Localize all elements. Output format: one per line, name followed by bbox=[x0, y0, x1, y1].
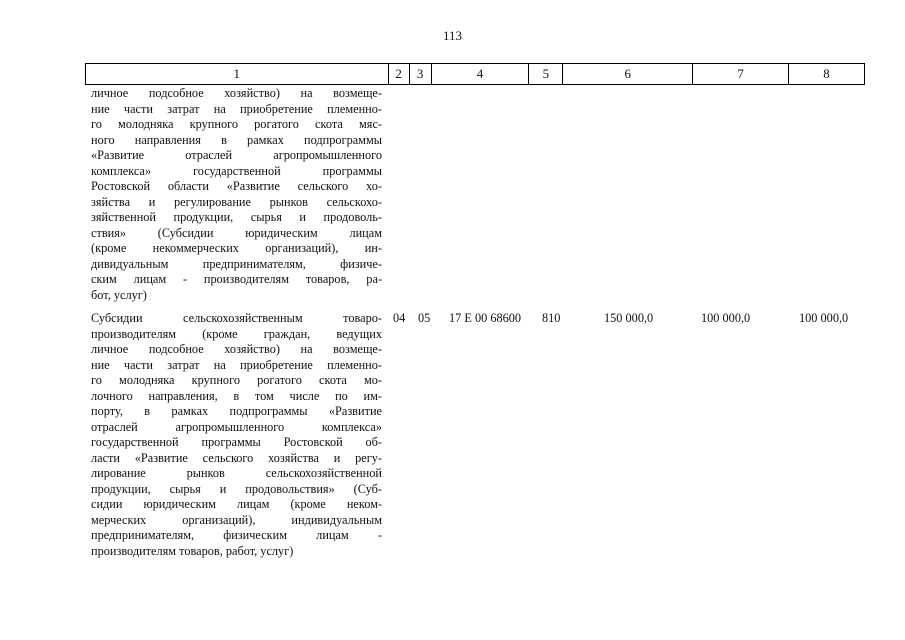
text-line: мерческих организаций), индивидуальным bbox=[91, 512, 382, 527]
text-line: лирование рынков сельскохозяйственной bbox=[91, 466, 382, 480]
cell-expense-type: 810 bbox=[542, 311, 561, 325]
header-col-2: 2 bbox=[389, 64, 410, 84]
text-line: государственной программы Ростовской об- bbox=[91, 435, 382, 449]
text-line: Субсидии сельскохозяйственным товаро- bbox=[91, 311, 382, 325]
cell-subsection-code: 05 bbox=[418, 311, 431, 325]
text-line: го молодняка крупного рогатого скота мо- bbox=[91, 373, 382, 387]
text-line: го молодняка крупного рогатого скота мяс- bbox=[91, 117, 382, 131]
text-line: ствия» (Субсидии юридическим лицам bbox=[91, 225, 382, 240]
text-line: производителям (кроме граждан, ведущих bbox=[91, 326, 382, 341]
table-header-row bbox=[85, 63, 865, 85]
text-line: зяйства и регулирование рынков сельскохо- bbox=[91, 194, 382, 209]
text-line: ласти «Развитие сельского хозяйства и регу- bbox=[91, 450, 382, 465]
cell-amount-col7: 100 000,0 bbox=[701, 311, 751, 325]
cell-target-article: 17 Е 00 68600 bbox=[449, 311, 522, 325]
text-line: предпринимателям, физическим лицам - bbox=[91, 528, 382, 542]
header-col-5: 5 bbox=[529, 64, 563, 84]
cell-section-code: 04 bbox=[393, 311, 406, 325]
text-line: ским лицам - производителям товаров, ра- bbox=[91, 272, 382, 286]
text-line: личное подсобное хозяйство) на возмеще- bbox=[91, 86, 382, 100]
header-col-7: 7 bbox=[693, 64, 789, 84]
table-row-main-text bbox=[91, 311, 382, 559]
table-row-continued-text bbox=[91, 86, 382, 303]
text-line: личное подсобное хозяйство) на возмеще- bbox=[91, 342, 382, 356]
text-line: зяйственной продукции, сырья и продоволь- bbox=[91, 210, 382, 224]
text-line: порту, в рамках подпрограммы «Развитие bbox=[91, 404, 382, 418]
header-col-1: 1 bbox=[86, 64, 389, 84]
text-line: производителям товаров, работ, услуг) bbox=[91, 543, 294, 558]
header-col-3: 3 bbox=[410, 64, 432, 84]
cell-amount-col8: 100 000,0 bbox=[799, 311, 849, 325]
text-line: ние части затрат на приобретение племенно- bbox=[91, 101, 382, 116]
text-line: (кроме некоммерческих организаций), ин- bbox=[91, 241, 382, 255]
text-line: сидии юридическим лицам (кроме неком- bbox=[91, 497, 382, 511]
header-col-6: 6 bbox=[563, 64, 693, 84]
cell-amount-col6: 150 000,0 bbox=[604, 311, 654, 325]
text-line: дивидуальным предпринимателям, физиче- bbox=[91, 256, 382, 271]
text-line: ние части затрат на приобретение племенно- bbox=[91, 357, 382, 372]
text-line: продукции, сырья и продовольствия» (Суб- bbox=[91, 481, 382, 496]
text-line: «Развитие отраслей агропромышленного bbox=[91, 148, 382, 162]
text-line: лочного направления, в том числе по им- bbox=[91, 388, 382, 403]
text-line: отраслей агропромышленного комплекса» bbox=[91, 419, 382, 434]
text-line: Ростовской области «Развитие сельского хо- bbox=[91, 179, 382, 193]
page-number: 113 bbox=[442, 28, 463, 43]
header-col-8: 8 bbox=[789, 64, 865, 84]
text-line: бот, услуг) bbox=[91, 287, 147, 302]
text-line: комплекса» государственной программы bbox=[91, 163, 382, 178]
header-col-4: 4 bbox=[432, 64, 530, 84]
text-line: ного направления в рамках подпрограммы bbox=[91, 132, 382, 147]
